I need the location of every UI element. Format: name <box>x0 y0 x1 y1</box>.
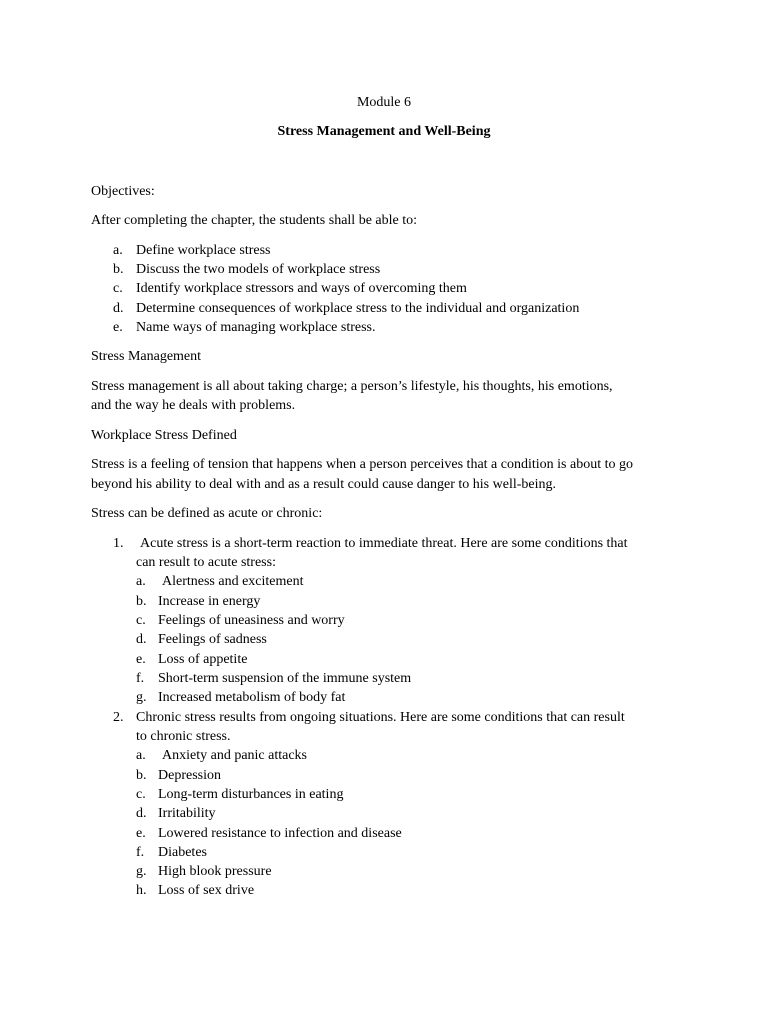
list-number: 1. <box>113 536 124 551</box>
list-marker: e. <box>136 652 146 667</box>
paragraph-line: beyond his ability to deal with and as a result could cause danger to his well-being. <box>91 477 556 492</box>
list-item-text: Diabetes <box>158 845 207 860</box>
list-marker: b. <box>136 768 147 783</box>
module-label: Module 6 <box>356 95 412 110</box>
list-item-text: Depression <box>158 768 221 783</box>
list-marker: g. <box>136 864 147 879</box>
list-marker: f. <box>136 845 145 860</box>
list-marker: b. <box>136 594 147 609</box>
paragraph-line: Stress is a feeling of tension that happens when a person perceives that a condition is about to go <box>91 457 633 472</box>
page-title: Stress Management and Well-Being <box>277 124 491 139</box>
list-marker: e. <box>136 826 146 841</box>
list-item-text: Lowered resistance to infection and disease <box>158 826 402 841</box>
list-item-text: Define workplace stress <box>136 243 271 258</box>
list-marker: c. <box>113 281 123 296</box>
list-item-text: Feelings of sadness <box>158 632 267 647</box>
list-item-text: Short-term suspension of the immune system <box>158 671 412 686</box>
list-item-text: Long-term disturbances in eating <box>158 787 344 802</box>
list-item-text: Anxiety and panic attacks <box>162 748 308 763</box>
paragraph-line: and the way he deals with problems. <box>91 398 296 413</box>
list-marker: h. <box>136 883 147 898</box>
objectives-intro: After completing the chapter, the students shall be able to: <box>91 213 418 228</box>
list-marker: d. <box>136 806 147 821</box>
list-item-text: High blook pressure <box>158 864 272 879</box>
list-item-text: Increased metabolism of body fat <box>158 690 346 705</box>
list-item-text: Chronic stress results from ongoing situations. Here are some conditions that can result <box>136 710 625 725</box>
stress-types-intro: Stress can be defined as acute or chronic: <box>91 506 323 521</box>
list-item-text: Discuss the two models of workplace stress <box>136 262 381 277</box>
list-marker: a. <box>113 243 123 258</box>
list-item-text: Feelings of uneasiness and worry <box>158 613 345 628</box>
list-item-text: Loss of appetite <box>158 652 248 667</box>
list-item-text: Alertness and excitement <box>162 574 304 589</box>
list-marker: a. <box>136 748 146 763</box>
list-marker: d. <box>113 301 124 316</box>
list-item-text: Loss of sex drive <box>158 883 255 898</box>
list-marker: c. <box>136 613 146 628</box>
objectives-heading: Objectives: <box>91 184 155 199</box>
list-item-text: Identify workplace stressors and ways of overcoming them <box>136 281 467 296</box>
list-marker: c. <box>136 787 146 802</box>
paragraph-line: Stress management is all about taking charge; a person’s lifestyle, his thoughts, his emotions, <box>91 379 613 394</box>
list-item-text: to chronic stress. <box>136 729 231 744</box>
list-marker: g. <box>136 690 147 705</box>
list-item-text: Determine consequences of workplace stress to the individual and organization <box>136 301 580 316</box>
list-item-text: can result to acute stress: <box>136 555 276 570</box>
section-heading-stress-management: Stress Management <box>91 349 202 364</box>
list-marker: d. <box>136 632 147 647</box>
list-item-text: Increase in energy <box>158 594 261 609</box>
list-marker: e. <box>113 320 123 335</box>
list-item-text: Acute stress is a short-term reaction to immediate threat. Here are some conditions that <box>140 536 628 551</box>
list-marker: b. <box>113 262 124 277</box>
section-heading-workplace-stress: Workplace Stress Defined <box>91 428 237 443</box>
list-number: 2. <box>113 710 124 725</box>
list-marker: a. <box>136 574 146 589</box>
list-item-text: Irritability <box>158 806 216 821</box>
list-marker: f. <box>136 671 145 686</box>
list-item-text: Name ways of managing workplace stress. <box>136 320 376 335</box>
